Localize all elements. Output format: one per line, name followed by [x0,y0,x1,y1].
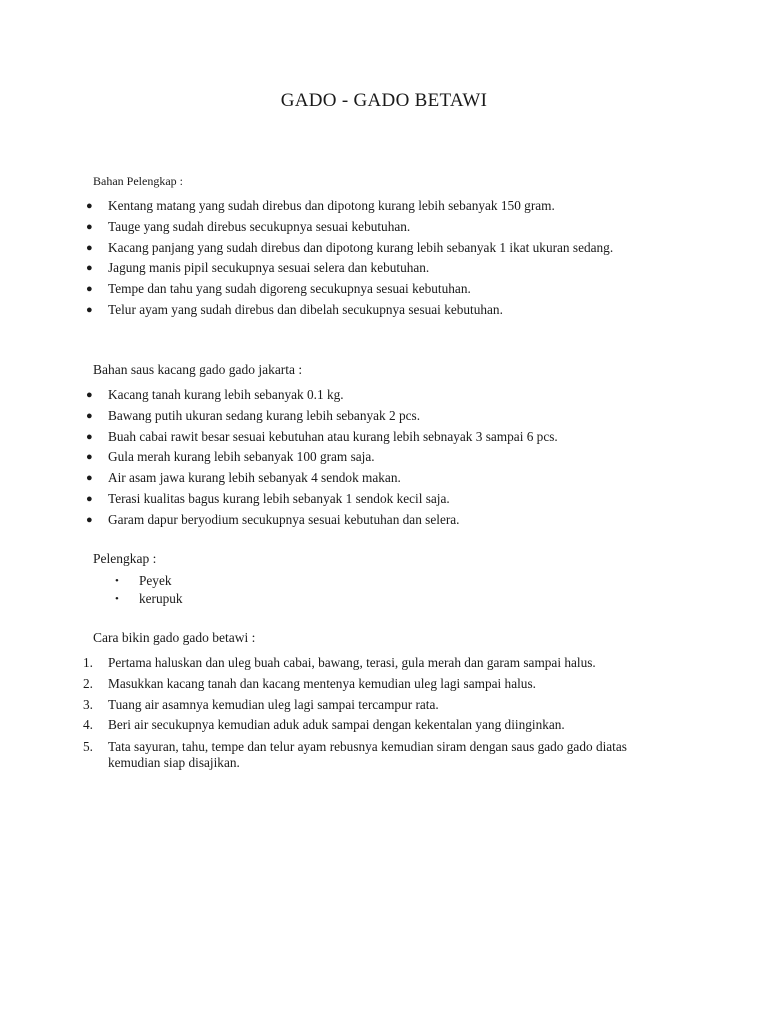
step-item: 5. Tata sayuran, tahu, tempe dan telur ayam rebusnya kemudian siram dengan saus gado gado diatas kemudian siap disajikan. [83,739,627,771]
bullet-icon: ● [86,389,93,401]
bahan-pelengkap-list [86,196,614,321]
list-item: • Peyek [115,573,172,588]
list-item: ● Tempe dan tahu yang sudah digoreng secukupnya sesuai kebutuhan. [108,279,613,300]
section-heading-pelengkap: Pelengkap : [93,551,157,566]
section-heading-bahan-pelengkap: Bahan Pelengkap : [93,174,183,188]
step-number: 1. [83,655,93,670]
cara-bikin-steps [83,653,668,771]
section-heading-cara-bikin: Cara bikin gado gado betawi : [93,630,256,645]
step-number: 4. [83,717,93,733]
bullet-icon: ● [86,241,93,254]
list-item: ● Gula merah kurang lebih sebanyak 100 gram saja. [108,447,558,468]
pelengkap-list [115,572,183,608]
step-item: 2. Masukkan kacang tanah dan kacang mentenya kemudian uleg lagi sampai halus. [108,674,668,695]
step-item: 1. Pertama haluskan dan uleg buah cabai, bawang, terasi, gula merah dan garam sampai halus. [108,653,668,674]
list-item: ● Air asam jawa kurang lebih sebanyak 4 sendok makan. [108,468,558,489]
list-item: ● Jagung manis pipil secukupnya sesuai selera dan kebutuhan. [108,258,613,279]
step-number: 2. [83,675,93,691]
list-item: ● Kentang matang yang sudah direbus dan dipotong kurang lebih sebanyak 150 gram. [108,196,613,217]
list-item: ● Tauge yang sudah direbus secukupnya sesuai kebutuhan. [108,217,613,238]
bullet-icon: ● [86,513,93,526]
bullet-icon: ● [86,492,93,505]
bullet-icon: ● [86,200,93,212]
bullet-icon: ● [86,451,93,464]
bullet-icon: ● [86,409,93,422]
bullet-icon: ● [86,303,93,316]
step-item: 3. Tuang air asamnya kemudian uleg lagi sampai tercampur rata. [108,695,668,716]
bullet-icon: • [115,575,119,587]
list-item: ● Bawang putih ukuran sedang kurang lebih sebanyak 2 pcs. [108,406,558,427]
bullet-icon: ● [86,262,93,275]
saus-kacang-list [86,385,558,531]
bullet-icon: ● [86,430,93,443]
section-heading-saus-kacang: Bahan saus kacang gado gado jakarta : [93,362,303,377]
list-item: • kerupuk [115,591,183,606]
list-item: ● Buah cabai rawit besar sesuai kebutuhan atau kurang lebih sebnayak 3 sampai 6 pcs. [108,427,558,448]
list-item: ● Garam dapur beryodium secukupnya sesuai kebutuhan dan selera. [108,510,558,531]
bullet-icon: ● [86,220,93,233]
bullet-icon: ● [86,472,93,485]
step-number: 3. [83,696,93,712]
list-item: ● Terasi kualitas bagus kurang lebih sebanyak 1 sendok kecil saja. [108,489,558,510]
bullet-icon: ● [86,283,93,296]
list-item: ● Kacang tanah kurang lebih sebanyak 0.1 kg. [108,385,558,406]
step-item: 4. Beri air secukupnya kemudian aduk aduk sampai dengan kekentalan yang diinginkan. [108,715,668,736]
step-number: 5. [83,739,93,755]
bullet-icon: • [115,593,119,605]
list-item: ● Kacang panjang yang sudah direbus dan dipotong kurang lebih sebanyak 1 ikat ukuran sedang. [108,238,613,259]
list-item: ● Telur ayam yang sudah direbus dan dibelah secukupnya sesuai kebutuhan. [108,300,613,321]
page-title: GADO - GADO BETAWI [280,90,488,111]
